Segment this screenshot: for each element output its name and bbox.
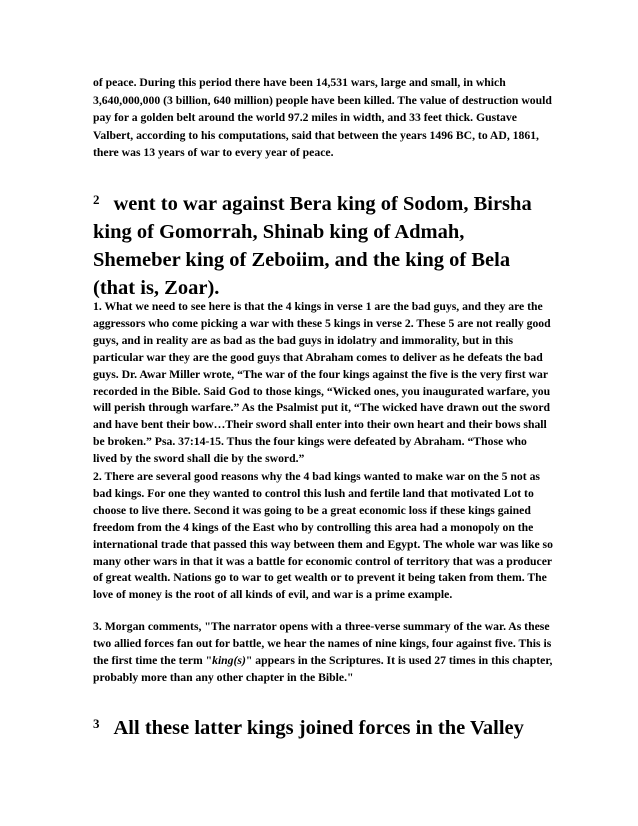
commentary-3-text-start: 3. Morgan comments, "The narrator opens with a three-verse summary of the war. As these two allied forces fan out for battle, we hear the names of nine kings, four against five. This is the first time the term " xyxy=(93,620,552,667)
verse-2-number: 2 xyxy=(93,192,100,207)
verse-2-text: went to war against Bera king of Sodom, Birsha king of Gomorrah, Shinab king of Admah, Shemeber king of Zeboiim, and the king of Bela (that is, Zoar). xyxy=(93,193,532,299)
commentary-paragraph-1: 1. What we need to see here is that the 4 kings in verse 1 are the bad guys, and they are the aggressors who come picking a war with these 5 kings in verse 2. These 5 are not really good guys, and in reality are as bad as the bad guys in idolatry and immorality, but in this particular war they are the good guys that Abraham comes to deliver as he defeats the bad guys. Dr. Awar Miller wrote, “The war of the four kings against the five is the very first war recorded in the Bible. Said God to those kings, “Wicked ones, you inaugurated warfare, you will perish through warfare.” As the Psalmist put it, “The wicked have drawn out the sword and have bent their bow…Their sword shall enter into their own heart and their bows shall be broken.” Psa. 37:14-15. Thus the four kings were defeated by Abraham. “Those who lived by the sword shall die by the sword.” xyxy=(93,300,551,466)
verse-3-text: All these latter kings joined forces in the Valley xyxy=(113,717,524,739)
commentary-3-text-end: " appears in the Scriptures. It is used 27 times in this chapter, probably more than any other chapter in the Bible." xyxy=(93,653,553,684)
commentary-paragraph-3 xyxy=(93,619,553,687)
verse-3 xyxy=(93,710,553,742)
verse-3-number: 3 xyxy=(93,716,100,731)
commentary-3-italic-term: king(s) xyxy=(212,653,246,667)
intro-paragraph: of peace. During this period there have been 14,531 wars, large and small, in which 3,640,000,000 (3 billion, 640 million) people have been killed. The value of destruction would pay for a golden belt around the world 97.2 miles in width, and 33 feet thick. Gustave Valbert, according to his computations, said that between the years 1496 BC, to AD, 1861, there was 13 years of war to every year of peace. xyxy=(93,76,552,159)
commentary-paragraph-2: 2. There are several good reasons why the 4 bad kings wanted to make war on the 5 not as bad kings. For one they wanted to control this lush and fertile land that motivated Lot to choose to live there. Second it was going to be a great economic loss if these kings gained freedom from the 4 kings of the East who by controlling this area had a monopoly on the international trade that passed this way between them and Egypt. The whole war was like so many other wars in that it was a battle for economic control of territory that was a producer of great wealth. Nations go to war to get wealth or to prevent it being taken from them. The love of money is the root of all kinds of evil, and war is a prime example. xyxy=(93,470,553,602)
verse-2 xyxy=(93,186,553,302)
